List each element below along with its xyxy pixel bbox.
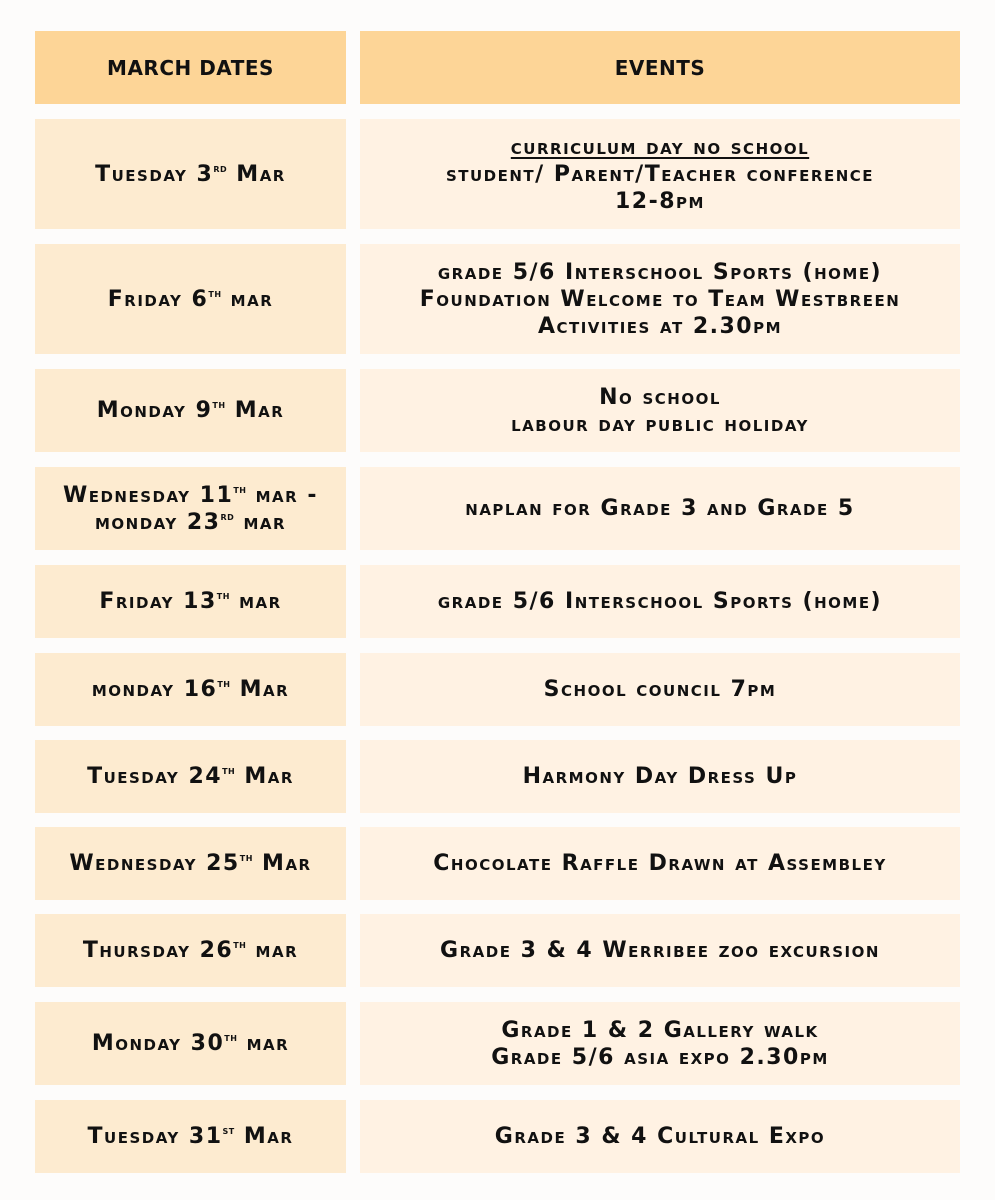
event-line: 12-8pm xyxy=(615,188,705,214)
event-line: curriculum day no school xyxy=(510,134,810,160)
event-line: Harmony Day Dress Up xyxy=(522,764,798,789)
event-line: student/ Parent/Teacher conference xyxy=(445,161,875,187)
date-text: Monday 9th Mar xyxy=(96,397,285,423)
date-cell-mon-30 xyxy=(35,1002,346,1085)
date-text: Tuesday 24th Mar xyxy=(87,763,294,789)
event-line: Activities at 2.30pm xyxy=(537,313,783,339)
header-events-label: EVENTS xyxy=(614,55,706,80)
event-cell-fri-6 xyxy=(360,244,960,354)
header-events xyxy=(360,31,960,104)
date-text: Monday 30th mar xyxy=(91,1030,290,1056)
date-cell-tue-31 xyxy=(35,1100,346,1173)
header-dates-label: MARCH DATES xyxy=(107,55,274,80)
event-line: Grade 3 & 4 Cultural Expo xyxy=(494,1124,826,1149)
date-text: Wednesday 11th mar - xyxy=(62,481,319,508)
date-text: Tuesday 31st Mar xyxy=(87,1123,294,1149)
date-cell-wed-11-mon-23 xyxy=(35,467,346,550)
event-cell-wed-25 xyxy=(360,827,960,900)
event-cell-thu-26 xyxy=(360,914,960,987)
event-cell-fri-13 xyxy=(360,565,960,638)
date-cell-mon-16 xyxy=(35,653,346,726)
date-cell-fri-6 xyxy=(35,244,346,354)
event-line: Chocolate Raffle Drawn at Assembley xyxy=(433,851,887,876)
event-line: Grade 5/6 asia expo 2.30pm xyxy=(491,1044,829,1070)
date-text: Thursday 26th mar xyxy=(82,937,299,963)
header-march-dates xyxy=(35,31,346,104)
date-text: Tuesday 3rd Mar xyxy=(95,160,286,187)
date-cell-mon-9 xyxy=(35,369,346,452)
date-text: Friday 6th mar xyxy=(107,285,274,312)
event-cell-mon-30 xyxy=(360,1002,960,1085)
date-cell-thu-26 xyxy=(35,914,346,987)
date-cell-fri-13 xyxy=(35,565,346,638)
event-line: Grade 1 & 2 Gallery walk xyxy=(501,1017,819,1043)
date-cell-tue-3 xyxy=(35,119,346,229)
date-cell-tue-24 xyxy=(35,740,346,813)
event-line: grade 5/6 Interschool Sports (home) xyxy=(437,589,883,614)
event-cell-tue-31 xyxy=(360,1100,960,1173)
date-text: monday 16th Mar xyxy=(91,676,290,702)
date-text: Wednesday 25th Mar xyxy=(69,850,312,876)
event-line: No school xyxy=(599,384,721,410)
event-cell-wed-11-mon-23 xyxy=(360,467,960,550)
event-cell-mon-16 xyxy=(360,653,960,726)
event-line: grade 5/6 Interschool Sports (home) xyxy=(437,259,883,285)
event-line: naplan for Grade 3 and Grade 5 xyxy=(465,496,855,521)
date-text: Friday 13th mar xyxy=(99,588,282,614)
event-line: labour day public holiday xyxy=(511,411,809,437)
event-cell-mon-9 xyxy=(360,369,960,452)
event-line: School council 7pm xyxy=(543,677,777,702)
event-line: Grade 3 & 4 Werribee zoo excursion xyxy=(440,938,880,963)
event-cell-tue-24 xyxy=(360,740,960,813)
date-text: monday 23rd mar xyxy=(94,508,287,535)
event-line: Foundation Welcome to Team Westbreen xyxy=(419,286,901,312)
date-cell-wed-25 xyxy=(35,827,346,900)
event-cell-tue-3 xyxy=(360,119,960,229)
